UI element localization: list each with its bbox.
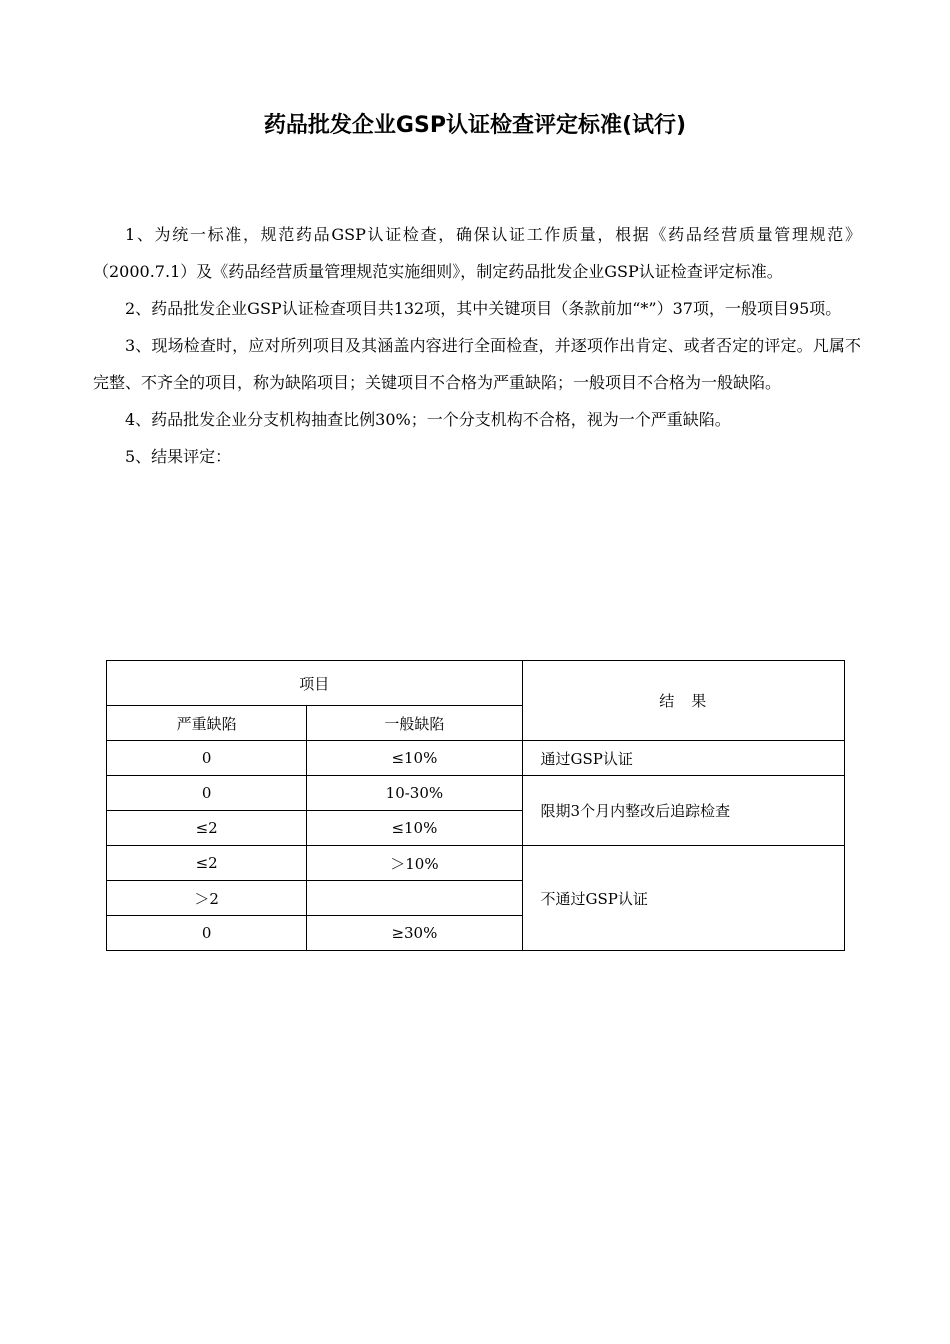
cell-serious: 0 (107, 741, 307, 776)
paragraph-1: 1、为统一标准，规范药品GSP认证检查，确保认证工作质量，根据《药品经营质量管理规范》（2000.7.1）及《药品经营质量管理规范实施细则》，制定药品批发企业GSP认证检查评定标准。 (93, 225, 861, 281)
cell-general: ＞10% (307, 846, 522, 881)
cell-serious: ＞2 (107, 881, 307, 916)
cell-result-pass: 通过GSP认证 (522, 741, 844, 776)
paragraph-3: 3、现场检查时，应对所列项目及其涵盖内容进行全面检查，并逐项作出肯定、或者否定的评定。凡属不完整、不齐全的项目，称为缺陷项目；关键项目不合格为严重缺陷；一般项目不合格为一般缺陷。 (93, 336, 861, 392)
paragraph-5: 5、结果评定： (125, 447, 232, 466)
cell-general (307, 881, 522, 916)
cell-general: ≤10% (307, 811, 522, 846)
cell-general: ≤10% (307, 741, 522, 776)
cell-serious: 0 (107, 916, 307, 951)
paragraph-4: 4、药品批发企业分支机构抽查比例30%；一个分支机构不合格，视为一个严重缺陷。 (125, 410, 731, 429)
cell-serious: ≤2 (107, 846, 307, 881)
cell-result-fail: 不通过GSP认证 (522, 846, 844, 951)
table-row (107, 846, 845, 881)
table-header-row (107, 661, 845, 706)
header-general-defects: 一般缺陷 (307, 706, 522, 741)
cell-general: 10-30% (307, 776, 522, 811)
cell-serious: ≤2 (107, 811, 307, 846)
table-row (107, 741, 845, 776)
header-items: 项目 (107, 661, 523, 706)
paragraph-2: 2、药品批发企业GSP认证检查项目共132项，其中关键项目（条款前加“*”）37项，一般项目95项。 (125, 299, 842, 318)
cell-general: ≥30% (307, 916, 522, 951)
header-result: 结 果 (522, 661, 844, 741)
result-evaluation-table (106, 660, 845, 951)
cell-result-rectify: 限期3个月内整改后追踪检查 (522, 776, 844, 846)
document-body (93, 216, 861, 475)
cell-serious: 0 (107, 776, 307, 811)
page-title: 药品批发企业GSP认证检查评定标准(试行) (263, 113, 687, 138)
table-row (107, 776, 845, 811)
header-serious-defects: 严重缺陷 (107, 706, 307, 741)
